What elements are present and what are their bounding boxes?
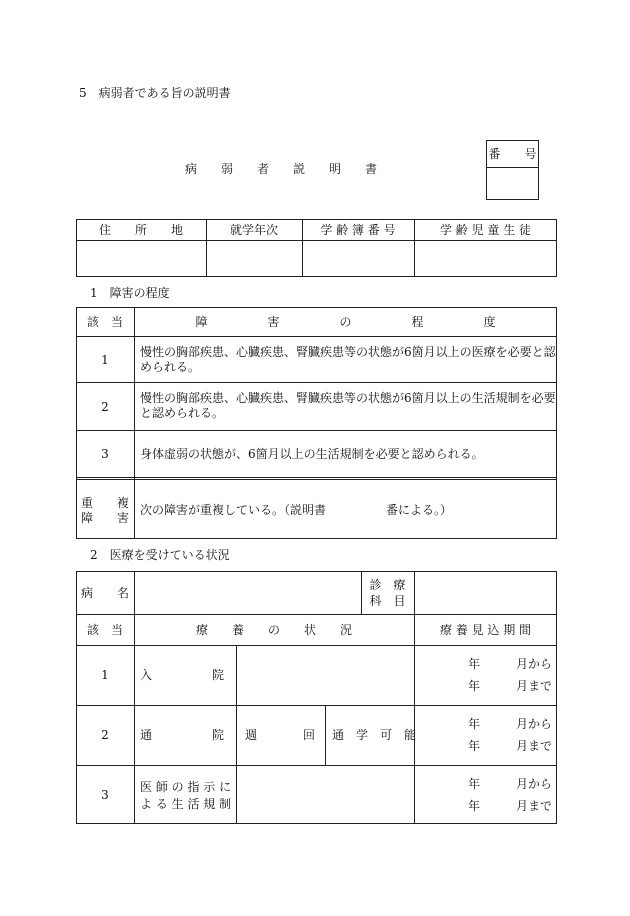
disease-label: 病 名 [80,586,129,600]
year-label: 年 [468,657,481,671]
section-heading: 5 病弱者である旨の説明書 [79,86,231,100]
outpatient-label: 通 院 [140,728,225,742]
until-label: 月まで [516,679,553,693]
header-address: 住 所 地 [98,223,183,237]
doctor-instruction-label: よ る 生 活 規 制 [140,797,232,811]
doctor-instruction-label: 医 師 の 指 示 に [140,780,232,794]
row-number: 3 [101,447,109,461]
row-number: 2 [101,728,109,742]
student-field[interactable] [415,241,556,276]
department-label: 科 目 [369,594,406,608]
year-label: 年 [468,717,481,731]
year-label: 年 [468,799,481,813]
duplicate-label: 障 害 [80,511,129,525]
until-label: 月まで [516,739,553,753]
degree-text: められる。 [140,360,201,374]
col-applicable: 該 当 [86,623,123,637]
col-applicable: 該 当 [86,315,123,329]
col-degree: 障 害 の 程 度 [195,315,496,329]
header-register-number: 学 齢 簿 番 号 [320,223,396,237]
col-period: 療 養 見 込 期 間 [439,623,532,637]
section2-heading: 2 医療を受けている状況 [90,548,230,562]
year-label: 年 [468,777,481,791]
row-number: 3 [101,788,109,802]
from-label: 月から [516,717,553,731]
department-field[interactable] [415,572,556,613]
header-student: 学 齢 児 童 生 徒 [439,223,532,237]
week-label: 週 [245,728,258,742]
document-title: 病 弱 者 説 明 書 [185,162,378,176]
times-label: 回 [303,728,316,742]
row-number: 2 [101,400,109,414]
duplicate-label: 重 複 [80,496,129,510]
col-status: 療 養 の 状 況 [195,623,352,637]
from-label: 月から [516,657,553,671]
year-label: 年 [468,679,481,693]
degree-text: 慢性の胸部疾患、心臓疾患、腎臓疾患等の状態が6箇月以上の医療を必要と認 [140,345,556,359]
degree-text: 慢性の胸部疾患、心臓疾患、腎臓疾患等の状態が6箇月以上の生活規制を必要 [140,391,556,405]
disease-name-field[interactable] [135,572,360,613]
year-label: 年 [468,739,481,753]
address-field[interactable] [77,241,205,276]
row-number: 1 [101,668,109,682]
inpatient-label: 入 院 [140,668,225,682]
header-school-year: 就学年次 [229,223,278,237]
department-label: 診 療 [369,578,406,592]
from-label: 月から [516,777,553,791]
degree-text: と認められる。 [140,406,225,420]
school-possible-label: 通 学 可 能 [332,728,417,742]
degree-text: 身体虚弱の状態が、6箇月以上の生活規制を必要と認められる。 [140,447,484,461]
register-number-field[interactable] [303,241,413,276]
number-label: 番 号 [488,147,537,161]
row-number: 1 [101,353,109,367]
until-label: 月まで [516,799,553,813]
duplicate-text: 次の障害が重複している。（説明書 番による。） [140,503,453,517]
school-year-field[interactable] [207,241,301,276]
section1-heading: 1 障害の程度 [90,286,170,300]
